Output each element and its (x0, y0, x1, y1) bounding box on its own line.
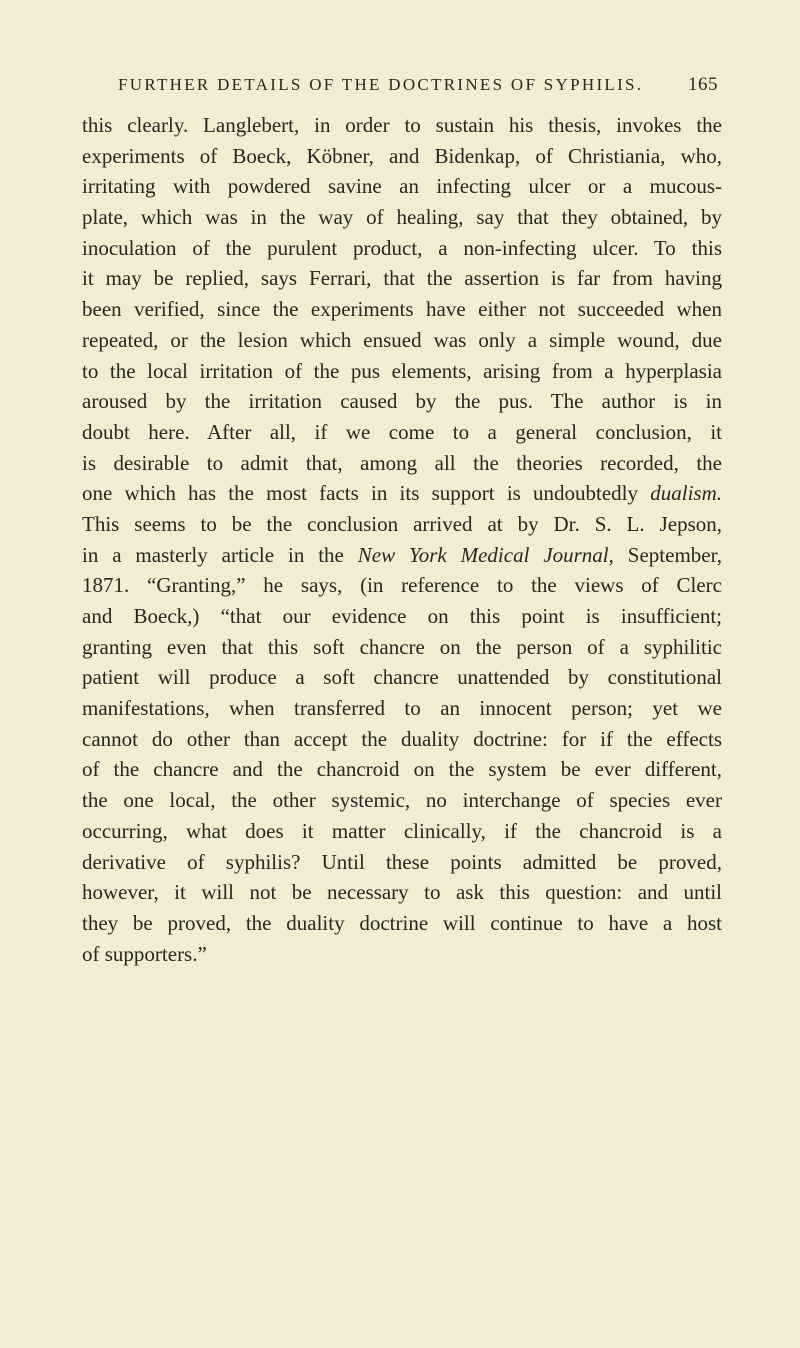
text-line: irritating with powdered savine an infecting ulcer or a mucous- (82, 174, 722, 199)
text-line: This seems to be the conclusion arrived at by Dr. S. L. Jepson, (82, 511, 722, 536)
text-line-with-italic (82, 478, 722, 509)
text-line: cannot do other than accept the duality doctrine: for if the effects (82, 726, 722, 751)
text-line-with-italic (82, 540, 722, 571)
text-line: patient will produce a soft chancre unattended by constitutional (82, 665, 722, 690)
text-line: this clearly. Langlebert, in order to sustain his thesis, invokes the (82, 113, 722, 137)
line-text: one which has the most facts in its support is undoubtedly (82, 481, 639, 506)
text-line: plate, which was in the way of healing, say that they obtained, by (82, 205, 722, 230)
journal-date: September, (627, 542, 722, 567)
text-line: they be proved, the duality doctrine will continue to have a host (82, 910, 722, 935)
text-line: repeated, or the lesion which ensued was only a simple wound, due (82, 327, 722, 352)
running-head (118, 75, 718, 105)
text-line: however, it will not be necessary to ask this question: and until (82, 880, 722, 905)
text-line: of the chancre and the chancroid on the system be ever different, (82, 757, 722, 782)
text-line-final: of supporters.” (82, 941, 207, 966)
italic-dualism: dualism. (650, 481, 722, 506)
text-line: occurring, what does it matter clinically, if the chancroid is a (82, 818, 722, 843)
text-line: is desirable to admit that, among all the theories recorded, the (82, 450, 722, 475)
text-line: to the local irritation of the pus elements, arising from a hyperplasia (82, 358, 722, 383)
text-line: manifestations, when transferred to an innocent person; yet we (82, 696, 722, 721)
text-line: experiments of Boeck, Köbner, and Bidenkap, of Christiania, who, (82, 143, 722, 168)
text-line: the one local, the other systemic, no interchange of species ever (82, 788, 722, 813)
text-line: derivative of syphilis? Until these points admitted be proved, (82, 849, 722, 874)
text-line: 1871. “Granting,” he says, (in reference to the views of Clerc (82, 573, 722, 598)
text-line: it may be replied, says Ferrari, that the assertion is far from having (82, 266, 722, 291)
text-line: aroused by the irritation caused by the pus. The author is in (82, 389, 722, 414)
page-number: 165 (688, 74, 718, 95)
text-line: granting even that this soft chancre on the person of a syphilitic (82, 634, 722, 659)
body-text (82, 110, 722, 969)
text-line: and Boeck,) “that our evidence on this point is insufficient; (82, 604, 722, 628)
italic-journal-title: New York Medical Journal, (357, 542, 614, 567)
text-line: inoculation of the purulent product, a non-infecting ulcer. To this (82, 235, 722, 260)
text-line: been verified, since the experiments have either not succeeded when (82, 297, 722, 322)
running-title: FURTHER DETAILS OF THE DOCTRINES OF SYPHILIS. (118, 75, 644, 94)
text-line: doubt here. After all, if we come to a general conclusion, it (82, 419, 722, 444)
line-text: in a masterly article in the (82, 542, 344, 567)
